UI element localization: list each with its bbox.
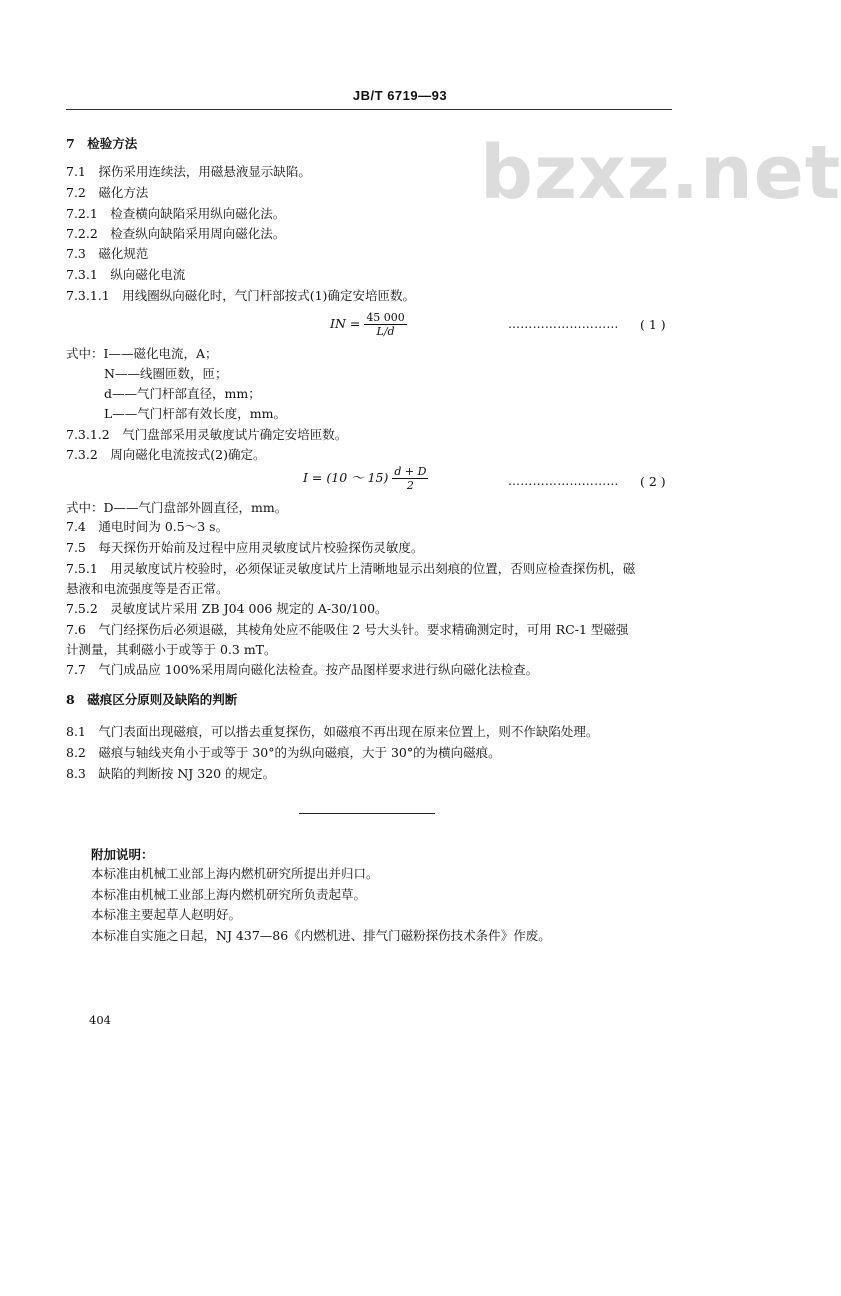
clause-7-5-2: 7.5.2 灵敏度试片采用 ZB J04 006 规定的 A-30/100。: [66, 601, 388, 616]
formula-2-fraction: [392, 465, 428, 492]
header-rule: [66, 109, 672, 110]
clause-7-6-cont: 计测量，其剩磁小于或等于 0.3 mT。: [66, 642, 277, 657]
formula-2-lhs: I = (10 ～ 15): [303, 470, 389, 485]
formula-2-numerator: d + D: [394, 465, 427, 478]
formula-2-denominator: 2: [406, 479, 414, 492]
clause-7-3-1-2: 7.3.1.2 气门盘部采用灵敏度试片确定安培匝数。: [66, 427, 348, 442]
clause-7-3-1: 7.3.1 纵向磁化电流: [66, 267, 186, 282]
where-n: N——线圈匝数，匝；: [104, 366, 228, 381]
where-clause-2: 式中：D——气门盘部外圆直径，mm。: [66, 500, 288, 515]
clause-7-3: 7.3 磁化规范: [66, 246, 149, 261]
clause-7-2: 7.2 磁化方法: [66, 185, 149, 200]
formula-1-leader-dots: ………………………: [508, 317, 619, 331]
formula-2: [303, 465, 428, 492]
where-d: d——气门杆部直径，mm；: [104, 386, 261, 401]
document-header: JB/T 6719—93: [352, 88, 448, 103]
page-number: 404: [89, 1013, 111, 1027]
clause-7-5-1-cont: 悬液和电流强度等是否正常。: [66, 581, 229, 596]
formula-2-label: ( 2 ): [640, 474, 666, 489]
clause-7-3-2: 7.3.2 周向磁化电流按式(2)确定。: [66, 447, 266, 462]
clause-7-2-1: 7.2.1 检查横向缺陷采用纵向磁化法。: [66, 206, 286, 221]
where-clause-1: 式中：I——磁化电流，A；: [66, 346, 218, 361]
clause-7-7: 7.7 气门成品应 100%采用周向磁化法检查。按产品图样要求进行纵向磁化法检查。: [66, 662, 539, 677]
formula-1-numerator: 45 000: [366, 311, 405, 324]
clause-8-1: 8.1 气门表面出现磁痕，可以揩去重复探伤，如磁痕不再出现在原来位置上，则不作缺陷处理。: [66, 724, 599, 739]
clause-7-5-1: 7.5.1 用灵敏度试片校验时，必须保证灵敏度试片上清晰地显示出刻痕的位置，否则应检查探伤机，磁: [66, 561, 636, 576]
appendix-line-2: 本标准由机械工业部上海内燃机研究所负责起草。: [91, 887, 367, 902]
clause-7-1: 7.1 探伤采用连续法，用磁悬液显示缺陷。: [66, 164, 311, 179]
appendix-title: 附加说明：: [91, 847, 154, 862]
formula-2-leader-dots: ………………………: [508, 474, 619, 488]
clause-7-3-1-1: 7.3.1.1 用线圈纵向磁化时，气门杆部按式(1)确定安培匝数。: [66, 288, 415, 303]
end-separator-line: [299, 813, 435, 814]
appendix-line-4: 本标准自实施之日起，NJ 437—86《内燃机进、排气门磁粉探伤技术条件》作废。: [91, 928, 551, 943]
clause-7-6: 7.6 气门经探伤后必须退磁，其棱角处应不能吸住 2 号大头针。要求精确测定时，可用 RC-1 型磁强: [66, 622, 629, 637]
section-8-title: 8 磁痕区分原则及缺陷的判断: [66, 692, 238, 707]
clause-8-2: 8.2 磁痕与轴线夹角小于或等于 30°的为纵向磁痕，大于 30°的为横向磁痕。: [66, 745, 501, 760]
watermark: bzxz.net: [480, 130, 841, 216]
formula-1-denominator: L/d: [376, 325, 395, 338]
formula-1-lhs: IN =: [330, 316, 361, 331]
clause-7-2-2: 7.2.2 检查纵向缺陷采用周向磁化法。: [66, 226, 286, 241]
formula-1-label: ( 1 ): [640, 317, 666, 332]
where-l: L——气门杆部有效长度，mm。: [104, 406, 287, 421]
appendix-line-1: 本标准由机械工业部上海内燃机研究所提出并归口。: [91, 866, 379, 881]
clause-7-5: 7.5 每天探伤开始前及过程中应用灵敏度试片校验探伤灵敏度。: [66, 540, 424, 555]
clause-8-3: 8.3 缺陷的判断按 NJ 320 的规定。: [66, 766, 276, 781]
formula-1-fraction: [364, 311, 407, 338]
section-7-title: 7 检验方法: [66, 136, 138, 151]
appendix-line-3: 本标准主要起草人赵明好。: [91, 907, 242, 922]
clause-7-4: 7.4 通电时间为 0.5～3 s。: [66, 519, 229, 534]
formula-1: [330, 311, 407, 338]
